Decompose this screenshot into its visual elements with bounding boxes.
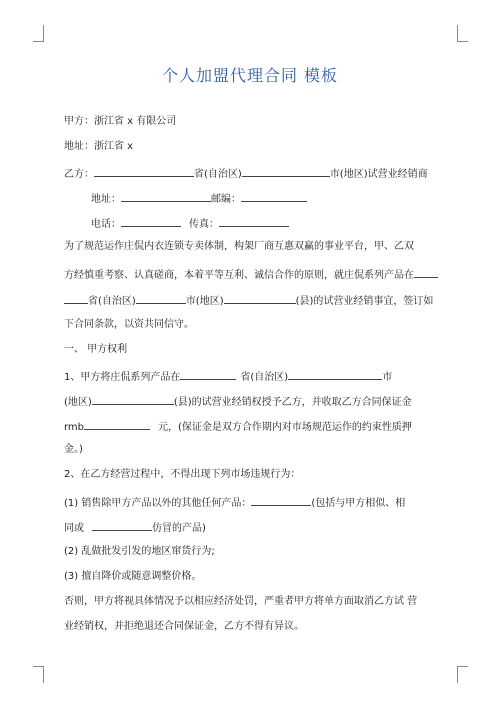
- postcode-blank: [241, 190, 307, 202]
- item-3-text: (3) 擅自降价或随意调整价格。: [64, 571, 202, 582]
- party-a-value: 浙江省 x 有限公司: [94, 116, 177, 127]
- clause-1-blank-3: [92, 393, 174, 405]
- clause-1-rmb: rmb: [64, 422, 85, 433]
- closing-line-2: [64, 620, 304, 634]
- phone-blank: [121, 215, 181, 227]
- phone-label: 电话：: [91, 219, 121, 230]
- crop-mark-top-right: [457, 25, 468, 42]
- intro-county: (县)的试营业经销事宜，签订如: [295, 296, 434, 307]
- crop-mark-bottom-right: [457, 666, 468, 683]
- crop-mark-bottom-left: [33, 666, 44, 683]
- intro-text-2: 方经慎重考察、认真磋商，本着平等互利、诚信合作的原则，就庄侃系列产品在: [64, 270, 414, 281]
- clause-1-district: (地区): [64, 397, 92, 408]
- fax-blank: [219, 215, 289, 227]
- item-1-blank-2: [92, 519, 152, 531]
- section-1-heading: [64, 343, 127, 357]
- item-1-line-1: [64, 494, 405, 511]
- item-2-line: [64, 545, 215, 559]
- intro-province: 省(自治区): [88, 296, 136, 307]
- clause-1-line-2: [64, 393, 412, 410]
- intro-text-1: 为了规范运作庄侃内衣连锁专卖体制，构架厂商互惠双赢的事业平台，甲、乙双: [64, 241, 414, 252]
- address-b-line: [64, 190, 307, 207]
- clause-2-line: [64, 468, 300, 482]
- item-1-text-c: 同或: [64, 523, 84, 534]
- intro-line-3: [64, 292, 433, 309]
- intro-line-2: [64, 266, 438, 283]
- intro-city: 市(地区): [185, 296, 224, 307]
- section-1-title: 一、 甲方权利: [64, 344, 128, 355]
- party-b-city-blank: [242, 165, 330, 177]
- intro-line-4: [64, 318, 194, 332]
- item-1-text-a: (1) 销售除甲方产品以外的其他任何产品：: [64, 498, 252, 509]
- clause-1-blank-2: [288, 368, 382, 380]
- clause-1-text-d: 金。): [64, 444, 83, 455]
- phone-line: [64, 215, 289, 232]
- clause-1-blank-4: [84, 418, 150, 430]
- party-a-line: [64, 115, 176, 129]
- postcode-label: 邮编：: [211, 194, 241, 205]
- party-b-province-label: 省(自治区): [194, 169, 242, 180]
- item-1-line-2: [64, 519, 206, 536]
- address-b-label: 地址：: [91, 194, 121, 205]
- clause-1-line-3: [64, 418, 412, 435]
- fax-label: 传真：: [189, 219, 219, 230]
- clause-1-text-a: 1、甲方将庄侃系列产品在: [64, 372, 181, 383]
- document-title: 个人加盟代理合同 模板: [161, 66, 339, 85]
- clause-1-province: 省(自治区): [240, 372, 289, 383]
- party-b-line: [64, 165, 428, 182]
- clause-1-city: 市: [382, 372, 393, 383]
- item-1-text-d: 仿冒的产品): [152, 523, 206, 534]
- address-a-value: 浙江省 x: [94, 141, 134, 152]
- closing-text-1: 否则，甲方将视具体情况予以相应经济处罚，严重者甲方将单方面取消乙方试 营: [64, 596, 418, 607]
- address-a-line: [64, 140, 133, 154]
- intro-blank-2: [64, 292, 88, 304]
- party-b-province-blank: [94, 165, 194, 177]
- intro-line-1: [64, 240, 414, 254]
- item-1-text-b: (包括与甲方相似、相: [311, 498, 406, 509]
- item-3-line: [64, 570, 201, 584]
- intro-blank-3: [136, 292, 186, 304]
- clause-1-line-4: [64, 443, 83, 457]
- party-b-city-label: 市(地区)试营业经销商: [329, 169, 428, 180]
- address-b-blank: [121, 190, 211, 202]
- clause-1-text-c: 元，(保证金是双方合作期内对市场规范运作的约束性质押: [158, 422, 412, 433]
- party-a-label: 甲方：: [64, 116, 94, 127]
- item-1-blank-1: [251, 494, 311, 506]
- intro-text-4: 下合同条款，以资共同信守。: [64, 319, 194, 330]
- intro-blank-1: [414, 266, 438, 278]
- intro-blank-4: [224, 292, 296, 304]
- closing-text-2: 业经销权，并拒绝退还合同保证金，乙方不得有异议。: [64, 621, 304, 632]
- address-a-label: 地址：: [64, 141, 94, 152]
- clause-1-text-b: (县)的试营业经销权授予乙方，并收取乙方合同保证金: [173, 397, 412, 408]
- clause-1-blank-1: [180, 368, 236, 380]
- closing-line-1: [64, 595, 417, 609]
- crop-mark-top-left: [33, 25, 44, 42]
- clause-2-text: 2、在乙方经营过程中，不得出现下列市场违规行为：: [64, 469, 301, 480]
- clause-1-line-1: [64, 368, 392, 385]
- item-2-text: (2) 乱做批发引发的地区窜货行为;: [64, 546, 215, 557]
- party-b-label: 乙方：: [64, 169, 94, 180]
